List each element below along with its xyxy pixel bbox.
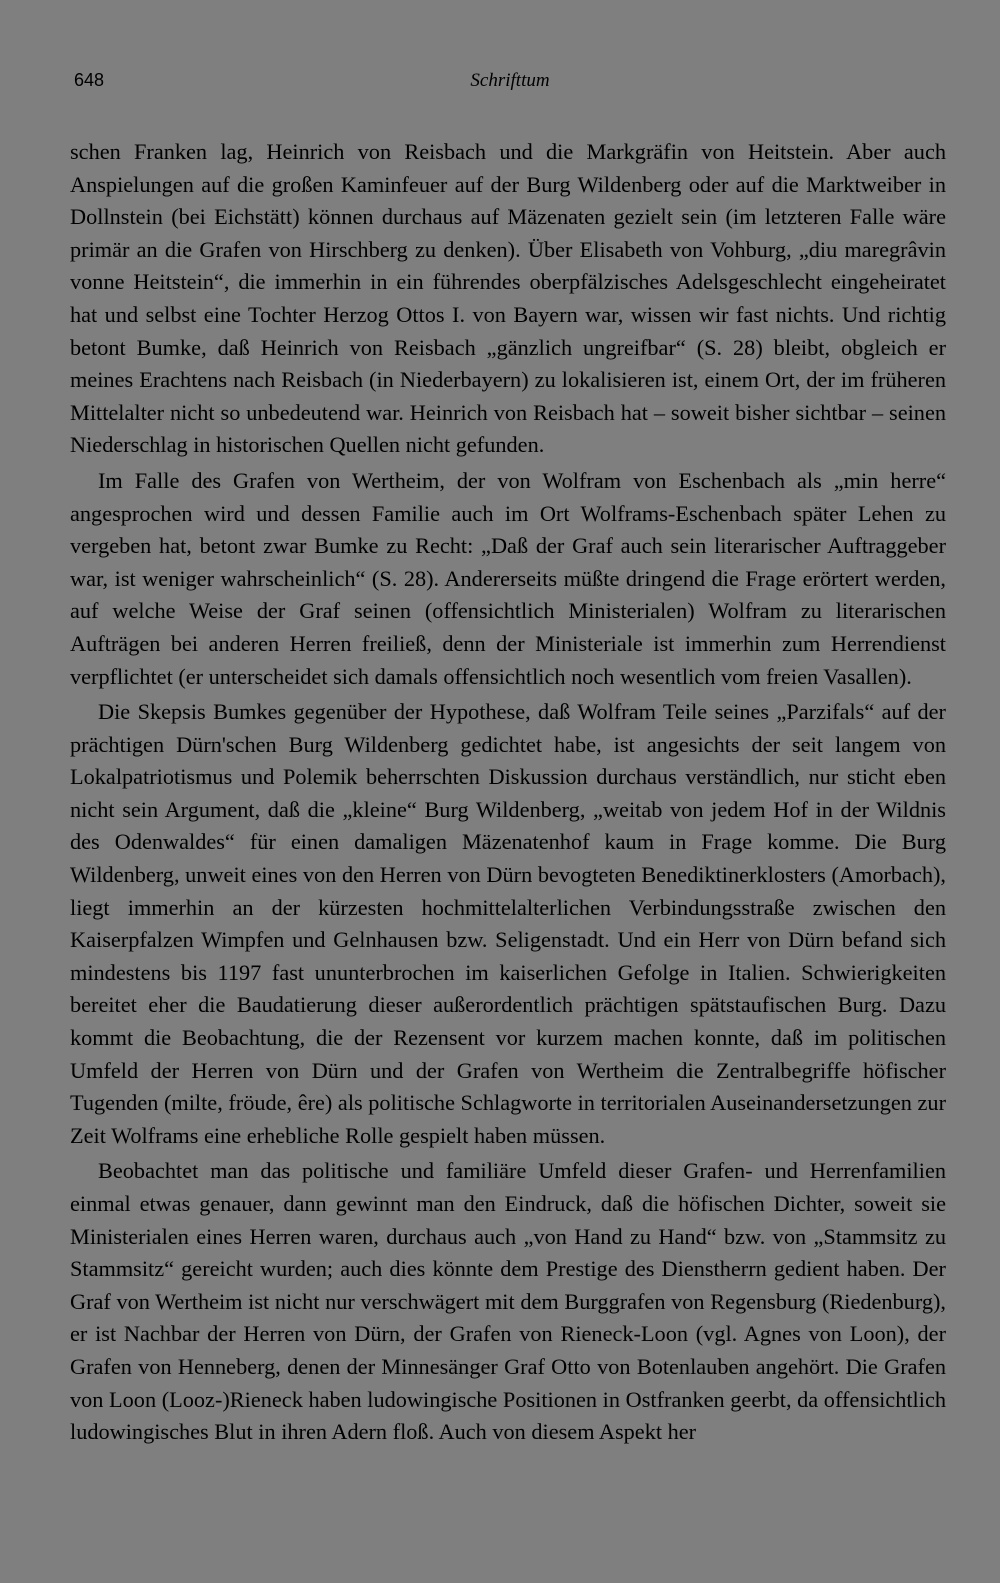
body-text [70, 136, 946, 1449]
running-title: Schrifttum [470, 70, 550, 91]
paragraph-2: Im Falle des Grafen von Wertheim, der von Wolfram von Eschenbach als „min herre“ angesprochen wird und dessen Familie auch im Ort Wolframs-Eschenbach später Lehen zu vergeben hat, betont zwar Bumke zu Recht: „Daß der Graf auch sein literarischer Auftraggeber war, ist weniger wahrscheinlich“ (S. 28). Andererseits müßte dringend die Frage erörtert werden, auf welche Weise der Graf seinen (offensichtlich Ministerialen) Wolfram zu literarischen Aufträgen bei anderen Herren freiließ, denn der Ministeriale ist immerhin zum Herrendienst verpflichtet (er unterscheidet sich damals offensichtlich noch wesentlich vom freien Vasallen). [70, 467, 946, 689]
page-number: 648 [74, 70, 105, 90]
paragraph-1: schen Franken lag, Heinrich von Reisbach und die Markgräfin von Heitstein. Aber auch Anspielungen auf die großen Kaminfeuer auf der Burg Wildenberg oder auf die Marktweiber in Dollnstein (bei Eichstätt) können durchaus auf Mäzenaten gezielt sein (im letzteren Falle wäre primär an die Grafen von Hirschberg zu denken). Über Elisabeth von Vohburg, „diu maregrâvin vonne Heitstein“, die immerhin in ein führendes oberpfälzisches Adelsgeschlecht eingeheiratet hat und selbst eine Tochter Herzog Ottos I. von Bayern war, wissen wir fast nichts. Und richtig betont Bumke, daß Heinrich von Reisbach „gänzlich ungreifbar“ (S. 28) bleibt, obgleich er meines Erachtens nach Reisbach (in Niederbayern) zu lokalisieren ist, einem Ort, der im früheren Mittelalter nicht so unbedeutend war. Heinrich von Reisbach hat – soweit bisher sichtbar – seinen Niederschlag in historischen Quellen nicht gefunden. [70, 139, 946, 458]
page-header [74, 70, 946, 100]
paragraph-3: Die Skepsis Bumkes gegenüber der Hypothese, daß Wolfram Teile seines „Parzifals“ auf der prächtigen Dürn'schen Burg Wildenberg gedichtet habe, ist angesichts der seit langem von Lokalpatriotismus und Polemik beherrschten Diskussion durchaus verständlich, nur sticht eben nicht sein Argument, daß die „kleine“ Burg Wildenberg, „weitab von jedem Hof in der Wildnis des Odenwaldes“ für einen damaligen Mäzenatenhof kaum in Frage komme. Die Burg Wildenberg, unweit eines von den Herren von Dürn bevogteten Benediktinerklosters (Amorbach), liegt immerhin an der kürzesten hochmittelalterlichen Verbindungsstraße zwischen den Kaiserpfalzen Wimpfen und Gelnhausen bzw. Seligenstadt. Und ein Herr von Dürn befand sich mindestens bis 1197 fast ununterbrochen im kaiserlichen Gefolge in Italien. Schwierigkeiten bereitet eher die Baudatierung dieser außerordentlich prächtigen spätstaufischen Burg. Dazu kommt die Beobachtung, die der Rezensent vor kurzem machen konnte, daß im politischen Umfeld der Herren von Dürn und der Grafen von Wertheim die Zentralbegriffe höfischer Tugenden (milte, fröude, êre) als politische Schlagworte in territorialen Auseinandersetzungen zur Zeit Wolframs eine erhebliche Rolle gespielt haben müssen. [70, 699, 946, 1148]
paragraph-4: Beobachtet man das politische und familiäre Umfeld dieser Grafen- und Herrenfamilien einmal etwas genauer, dann gewinnt man den Eindruck, daß die höfischen Dichter, soweit sie Ministerialen eines Herren waren, durchaus auch „von Hand zu Hand“ bzw. von „Stammsitz zu Stammsitz“ gereicht wurden; auch dies könnte dem Prestige des Dienstherrn gedient haben. Der Graf von Wertheim ist nicht nur verschwägert mit dem Burggrafen von Regensburg (Riedenburg), er ist Nachbar der Herren von Dürn, der Grafen von Rieneck-Loon (vgl. Agnes von Loon), der Grafen von Henneberg, denen der Minnesänger Graf Otto von Botenlauben angehört. Die Grafen von Loon (Looz-)Rieneck haben ludowingische Positionen in Ostfranken geerbt, da offensichtlich ludowingisches Blut in ihren Adern floß. Auch von diesem Aspekt her [70, 1158, 946, 1445]
